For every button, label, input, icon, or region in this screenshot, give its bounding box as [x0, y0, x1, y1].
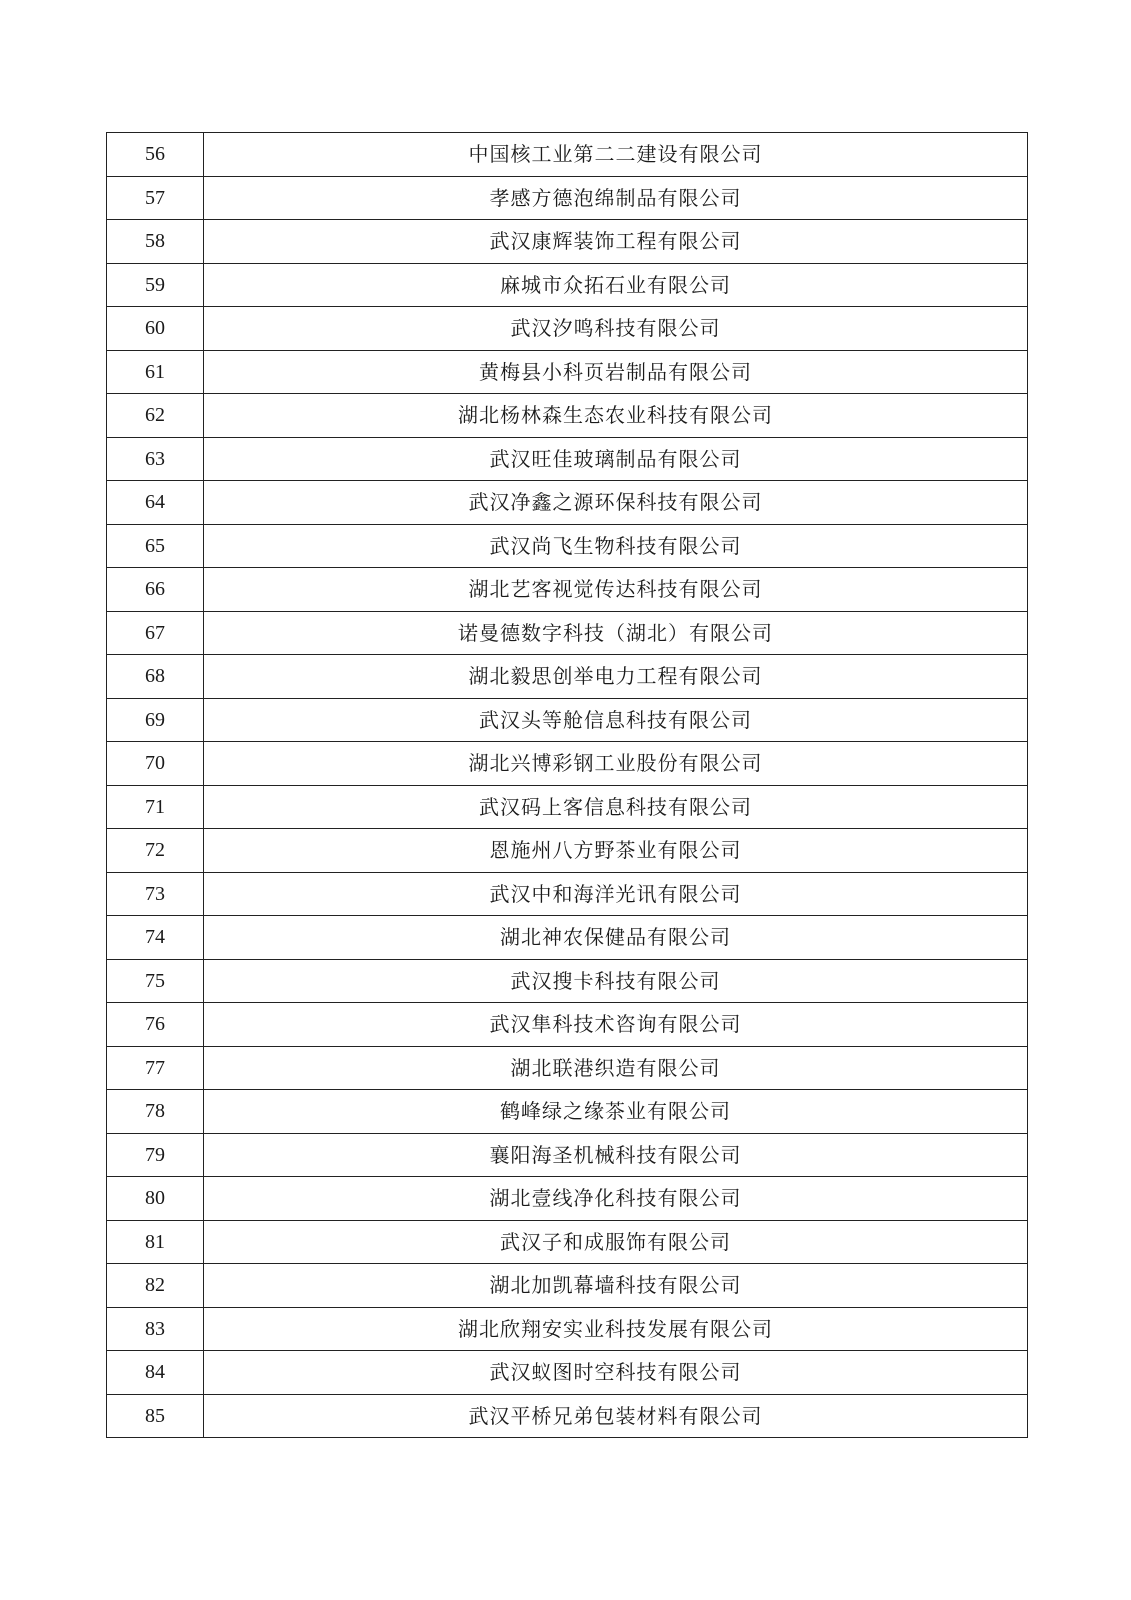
table-row	[107, 568, 1028, 612]
row-number-cell: 65	[107, 524, 204, 568]
row-number-cell: 58	[107, 220, 204, 264]
company-name-cell: 武汉子和成服饰有限公司	[204, 1220, 1028, 1264]
company-name-cell: 麻城市众拓石业有限公司	[204, 263, 1028, 307]
company-name-cell: 武汉汐鸣科技有限公司	[204, 307, 1028, 351]
row-number-cell: 75	[107, 959, 204, 1003]
table-row	[107, 1394, 1028, 1438]
row-number-cell: 56	[107, 133, 204, 177]
row-number-cell: 79	[107, 1133, 204, 1177]
table-row	[107, 394, 1028, 438]
row-number-cell: 85	[107, 1394, 204, 1438]
company-list-table	[106, 132, 1028, 1438]
table-row	[107, 307, 1028, 351]
row-number-cell: 70	[107, 742, 204, 786]
row-number-cell: 84	[107, 1351, 204, 1395]
table-row	[107, 959, 1028, 1003]
row-number-cell: 57	[107, 176, 204, 220]
table-row	[107, 785, 1028, 829]
company-name-cell: 诺曼德数字科技（湖北）有限公司	[204, 611, 1028, 655]
company-name-cell: 武汉搜卡科技有限公司	[204, 959, 1028, 1003]
table-row	[107, 220, 1028, 264]
company-name-cell: 湖北艺客视觉传达科技有限公司	[204, 568, 1028, 612]
company-name-cell: 中国核工业第二二建设有限公司	[204, 133, 1028, 177]
row-number-cell: 78	[107, 1090, 204, 1134]
company-name-cell: 武汉康辉装饰工程有限公司	[204, 220, 1028, 264]
table-row	[107, 263, 1028, 307]
company-name-cell: 武汉净鑫之源环保科技有限公司	[204, 481, 1028, 525]
table-row	[107, 1220, 1028, 1264]
table-row	[107, 1351, 1028, 1395]
company-name-cell: 武汉中和海洋光讯有限公司	[204, 872, 1028, 916]
table-body	[107, 133, 1028, 1438]
company-name-cell: 孝感方德泡绵制品有限公司	[204, 176, 1028, 220]
table-row	[107, 1307, 1028, 1351]
row-number-cell: 64	[107, 481, 204, 525]
company-name-cell: 湖北神农保健品有限公司	[204, 916, 1028, 960]
table-row	[107, 611, 1028, 655]
company-name-cell: 武汉平桥兄弟包装材料有限公司	[204, 1394, 1028, 1438]
table-row	[107, 176, 1028, 220]
row-number-cell: 76	[107, 1003, 204, 1047]
table-row	[107, 1133, 1028, 1177]
company-name-cell: 武汉码上客信息科技有限公司	[204, 785, 1028, 829]
company-name-cell: 湖北壹线净化科技有限公司	[204, 1177, 1028, 1221]
table-row	[107, 829, 1028, 873]
company-name-cell: 武汉旺佳玻璃制品有限公司	[204, 437, 1028, 481]
company-name-cell: 湖北毅思创举电力工程有限公司	[204, 655, 1028, 699]
row-number-cell: 74	[107, 916, 204, 960]
row-number-cell: 60	[107, 307, 204, 351]
table-row	[107, 742, 1028, 786]
company-name-cell: 湖北兴博彩钢工业股份有限公司	[204, 742, 1028, 786]
table-row	[107, 1003, 1028, 1047]
table-row	[107, 481, 1028, 525]
row-number-cell: 62	[107, 394, 204, 438]
table-row	[107, 698, 1028, 742]
company-name-cell: 襄阳海圣机械科技有限公司	[204, 1133, 1028, 1177]
table-row	[107, 916, 1028, 960]
company-name-cell: 武汉隼科技术咨询有限公司	[204, 1003, 1028, 1047]
row-number-cell: 81	[107, 1220, 204, 1264]
row-number-cell: 83	[107, 1307, 204, 1351]
table-row	[107, 437, 1028, 481]
row-number-cell: 72	[107, 829, 204, 873]
table-row	[107, 872, 1028, 916]
table-row	[107, 133, 1028, 177]
table-row	[107, 524, 1028, 568]
company-name-cell: 武汉蚁图时空科技有限公司	[204, 1351, 1028, 1395]
row-number-cell: 69	[107, 698, 204, 742]
row-number-cell: 59	[107, 263, 204, 307]
row-number-cell: 80	[107, 1177, 204, 1221]
row-number-cell: 66	[107, 568, 204, 612]
company-name-cell: 鹤峰绿之缘茶业有限公司	[204, 1090, 1028, 1134]
company-name-cell: 湖北加凯幕墙科技有限公司	[204, 1264, 1028, 1308]
row-number-cell: 63	[107, 437, 204, 481]
table-row	[107, 655, 1028, 699]
company-name-cell: 武汉头等舱信息科技有限公司	[204, 698, 1028, 742]
row-number-cell: 77	[107, 1046, 204, 1090]
row-number-cell: 67	[107, 611, 204, 655]
company-name-cell: 湖北欣翔安实业科技发展有限公司	[204, 1307, 1028, 1351]
company-name-cell: 恩施州八方野茶业有限公司	[204, 829, 1028, 873]
company-name-cell: 湖北联港织造有限公司	[204, 1046, 1028, 1090]
table-row	[107, 350, 1028, 394]
table-row	[107, 1090, 1028, 1134]
company-name-cell: 武汉尚飞生物科技有限公司	[204, 524, 1028, 568]
row-number-cell: 71	[107, 785, 204, 829]
table-row	[107, 1264, 1028, 1308]
company-name-cell: 湖北杨林森生态农业科技有限公司	[204, 394, 1028, 438]
table-row	[107, 1046, 1028, 1090]
row-number-cell: 82	[107, 1264, 204, 1308]
row-number-cell: 61	[107, 350, 204, 394]
row-number-cell: 73	[107, 872, 204, 916]
company-name-cell: 黄梅县小科页岩制品有限公司	[204, 350, 1028, 394]
row-number-cell: 68	[107, 655, 204, 699]
table-row	[107, 1177, 1028, 1221]
